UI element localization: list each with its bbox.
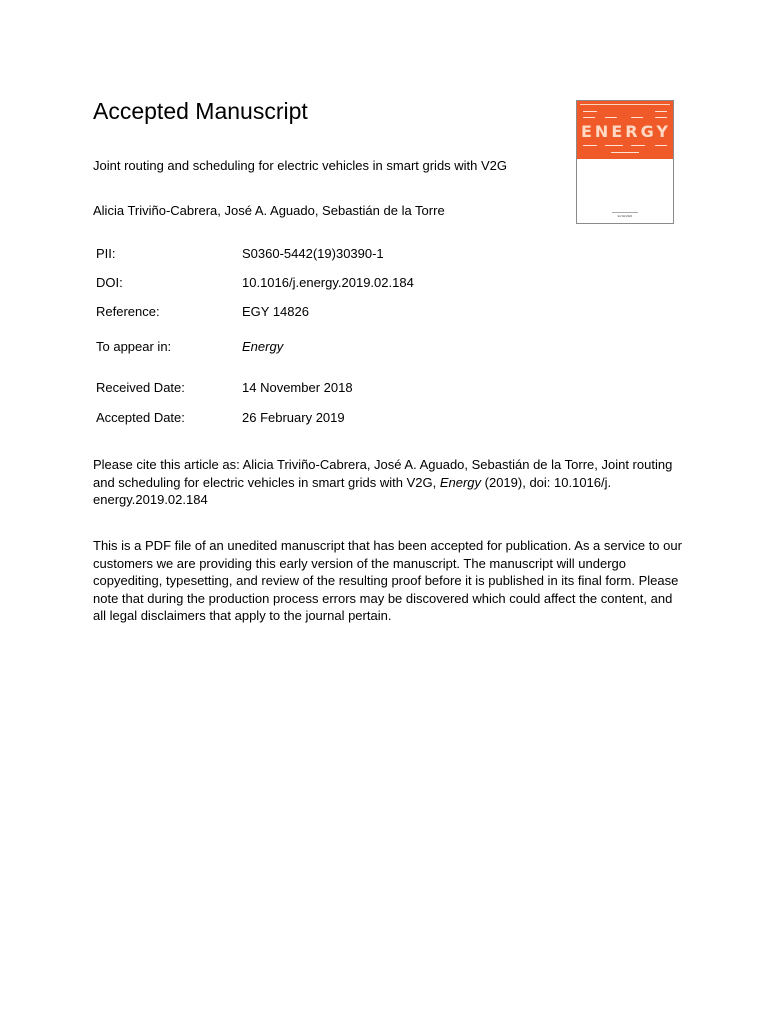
citation-journal: Energy [439,474,482,490]
metadata-value: EGY 14826 [242,304,309,319]
cover-detail-line [583,111,597,112]
cover-detail-line [611,152,639,153]
metadata-label: PII: [96,246,116,261]
metadata-label: To appear in: [96,339,172,354]
cover-detail-line [655,111,667,112]
citation-suffix: (2019), doi: 10.1016/j. energy.2019.02.184 [93,474,612,507]
citation-prefix: Please cite this article as: Alicia Triviño-Cabrera, José A. Aguado, Sebastián de la Torre, Joint routing and scheduling for electric vehicles in smart grids with V2G, [93,457,673,490]
journal-cover-thumbnail [576,100,674,224]
cover-detail-line [583,145,597,146]
cover-footer-line [612,212,638,213]
article-authors: Alicia Triviño-Cabrera, José A. Aguado, Sebastián de la Torre [93,203,445,218]
citation-paragraph [93,456,673,509]
cover-publisher: ELSEVIER [617,214,633,218]
cover-detail-line [605,145,623,146]
cover-detail-line [655,145,667,146]
metadata-value: 10.1016/j.energy.2019.02.184 [242,275,414,290]
cover-detail-line [655,117,667,118]
metadata-label: DOI: [96,275,123,290]
metadata-value: S0360-5442(19)30390-1 [242,246,384,261]
notice-paragraph: This is a PDF file of an unedited manuscript that has been accepted for publication. As a service to our customers we are providing this early version of the manuscript. The manuscript will undergo copyediting, typesetting, and review of the resulting proof before it is published in its final form. Please note that during the production process errors may be discovered which could affect the content, and all legal disclaimers that apply to the journal pertain. [93,538,682,623]
cover-header-line [580,104,670,107]
page-title: Accepted Manuscript [93,98,308,124]
cover-detail-line [605,117,617,118]
article-title: Joint routing and scheduling for electric vehicles in smart grids with V2G [93,158,508,173]
cover-color-band [577,101,673,159]
metadata-value: Energy [242,339,284,354]
cover-detail-line [583,117,595,118]
cover-detail-line [631,145,645,146]
metadata-label: Accepted Date: [96,410,185,425]
cover-journal-logo: ENERGY [581,122,671,141]
metadata-value: 14 November 2018 [242,380,353,395]
metadata-value: 26 February 2019 [242,410,345,425]
metadata-label: Received Date: [96,380,185,395]
metadata-label: Reference: [96,304,160,319]
cover-detail-line [631,117,643,118]
